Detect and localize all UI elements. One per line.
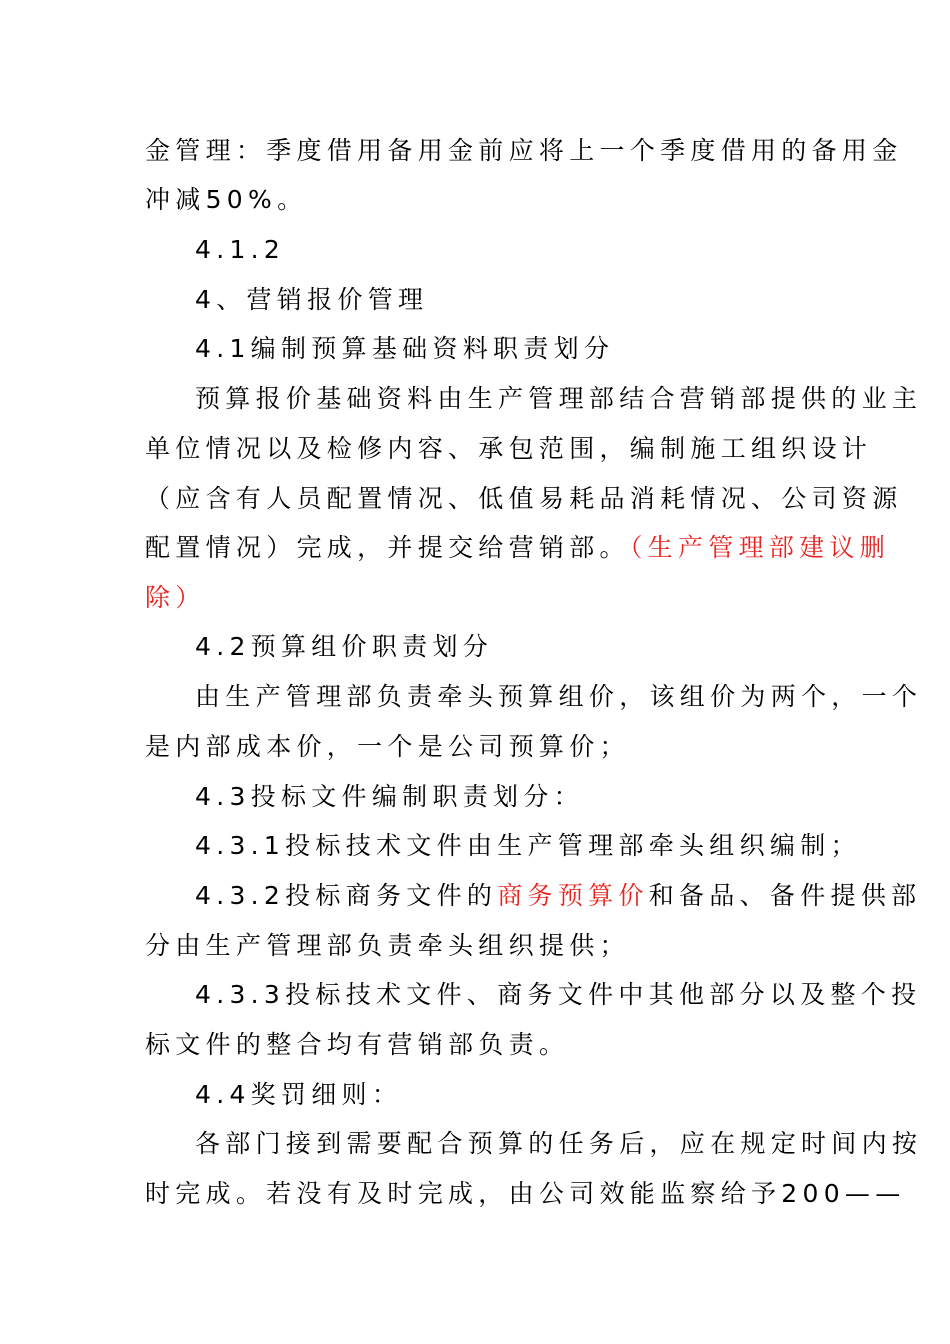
review-comment: 除） <box>145 583 206 612</box>
subsection-heading: 4.2预算组价职责划分 <box>195 632 494 661</box>
list-item: 4.3.3投标技术文件、商务文件中其他部分以及整个投 <box>195 980 922 1009</box>
paragraph-line: 由生产管理部负责牵头预算组价，该组价为两个，一个 <box>195 682 923 711</box>
paragraph-line <box>145 531 891 565</box>
paragraph-text: 4.3.2投标商务文件的 <box>195 881 498 910</box>
paragraph-line: 金管理：季度借用备用金前应将上一个季度借用的备用金 <box>145 136 903 165</box>
paragraph-line: 预算报价基础资料由生产管理部结合营销部提供的业主 <box>195 384 923 413</box>
paragraph-line: 时完成。若没有及时完成，由公司效能监察给予200—— <box>145 1179 906 1208</box>
paragraph-line: 是内部成本价，一个是公司预算价； <box>145 732 630 761</box>
paragraph-line: 单位情况以及检修内容、承包范围，编制施工组织设计 <box>145 434 873 463</box>
paragraph-line: 标文件的整合均有营销部负责。 <box>145 1030 570 1059</box>
paragraph-line: （应含有人员配置情况、低值易耗品消耗情况、公司资源 <box>145 484 903 513</box>
paragraph-line: 各部门接到需要配合预算的任务后，应在规定时间内按 <box>195 1129 923 1158</box>
subsection-heading: 4.3投标文件编制职责划分： <box>195 782 584 811</box>
section-number: 4.1.2 <box>195 235 286 264</box>
subsection-heading: 4.4奖罚细则： <box>195 1080 403 1109</box>
section-heading: 4、营销报价管理 <box>195 285 429 314</box>
paragraph-line: 冲减50%。 <box>145 185 308 214</box>
list-item: 4.3.1投标技术文件由生产管理部牵头组织编制； <box>195 831 861 860</box>
paragraph-text: 和备品、备件提供部 <box>648 881 922 910</box>
paragraph-line: 分由生产管理部负责牵头组织提供； <box>145 931 630 960</box>
review-comment: （生产管理部建议删 <box>629 533 891 562</box>
highlighted-text: 商务预算价 <box>497 881 649 910</box>
paragraph-text: 配置情况）完成，并提交给营销部。 <box>145 533 630 562</box>
list-item <box>195 879 922 913</box>
subsection-heading: 4.1编制预算基础资料职责划分 <box>195 334 615 363</box>
